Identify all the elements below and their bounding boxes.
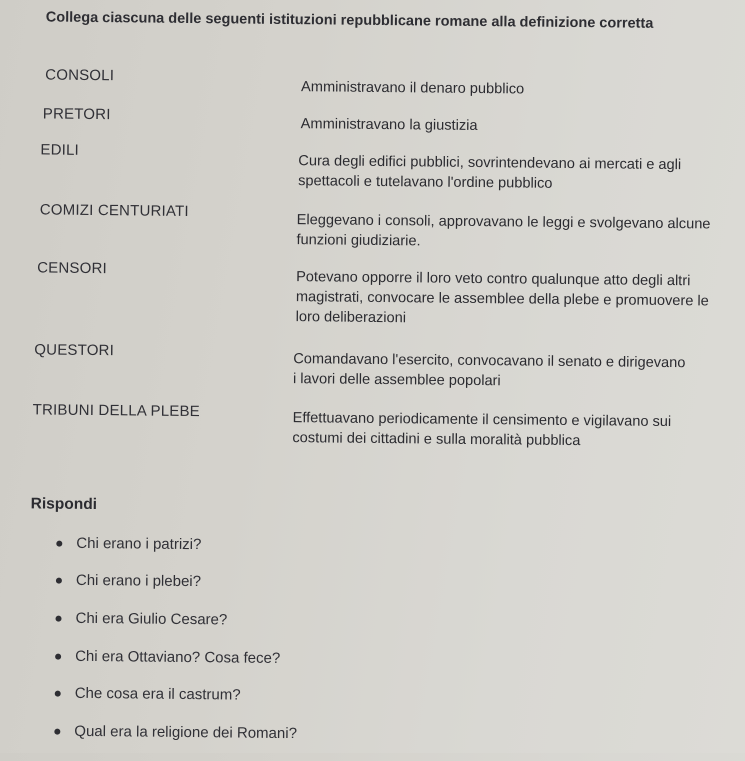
question-item [56, 535, 201, 554]
question-item [55, 648, 280, 667]
bullet-icon [56, 540, 62, 546]
definition-7: Effettuavano periodicamente il censimento e vigilavano sui costumi dei cittadini e sulla moralità pubblica [292, 410, 672, 450]
term-censori: CENSORI [37, 259, 108, 278]
definition-2: Amministravano la giustizia [300, 116, 478, 135]
definition-4: Eleggevano i consoli, approvavano le leggi e svolgevano alcune funzioni giudiziarie. [296, 212, 711, 250]
rispondi-heading: Rispondi [30, 495, 98, 514]
bullet-icon [54, 728, 60, 734]
bullet-icon [55, 690, 61, 696]
term-comizi-centuriati: COMIZI CENTURIATI [39, 201, 189, 220]
term-pretori: PRETORI [42, 105, 111, 124]
question-item [55, 685, 241, 704]
question-text: Chi erano i plebei? [75, 571, 202, 591]
definition-3: Cura degli edifici pubblici, sovrintendevano ai mercati e agli spettacoli e tutelavano l'ordine pubblico [298, 153, 682, 192]
term-questori: QUESTORI [34, 341, 115, 360]
bullet-icon [55, 615, 61, 621]
question-item [54, 723, 297, 743]
question-text: Chi era Giulio Cesare? [75, 609, 228, 629]
question-text: Che cosa era il castrum? [74, 684, 241, 704]
question-item [56, 572, 201, 591]
definition-6: Comandavano l'esercito, convocavano il senato e dirigevano i lavori delle assemblee popolari [292, 351, 686, 390]
term-consoli: CONSOLI [45, 66, 115, 85]
question-text: Chi era Ottaviano? Cosa fece? [75, 647, 281, 667]
definition-1: Amministravano il denaro pubblico [301, 79, 525, 98]
exercise-title: Collega ciascuna delle seguenti istituzioni repubblicane romane alla definizione corretta [45, 9, 654, 32]
bullet-icon [56, 577, 62, 583]
term-edili: EDILI [40, 141, 80, 159]
term-tribuni-della-plebe: TRIBUNI DELLA PLEBE [32, 401, 200, 421]
bullet-icon [55, 653, 61, 659]
question-text: Chi erano i patrizi? [76, 534, 202, 554]
question-item [55, 610, 227, 629]
definition-5: Potevano opporre il loro veto contro qualunque atto degli altri magistrati, convocare le assemblee della plebe e promuovere le loro deliberazioni [295, 269, 709, 327]
question-text: Qual era la religione dei Romani? [74, 722, 298, 743]
